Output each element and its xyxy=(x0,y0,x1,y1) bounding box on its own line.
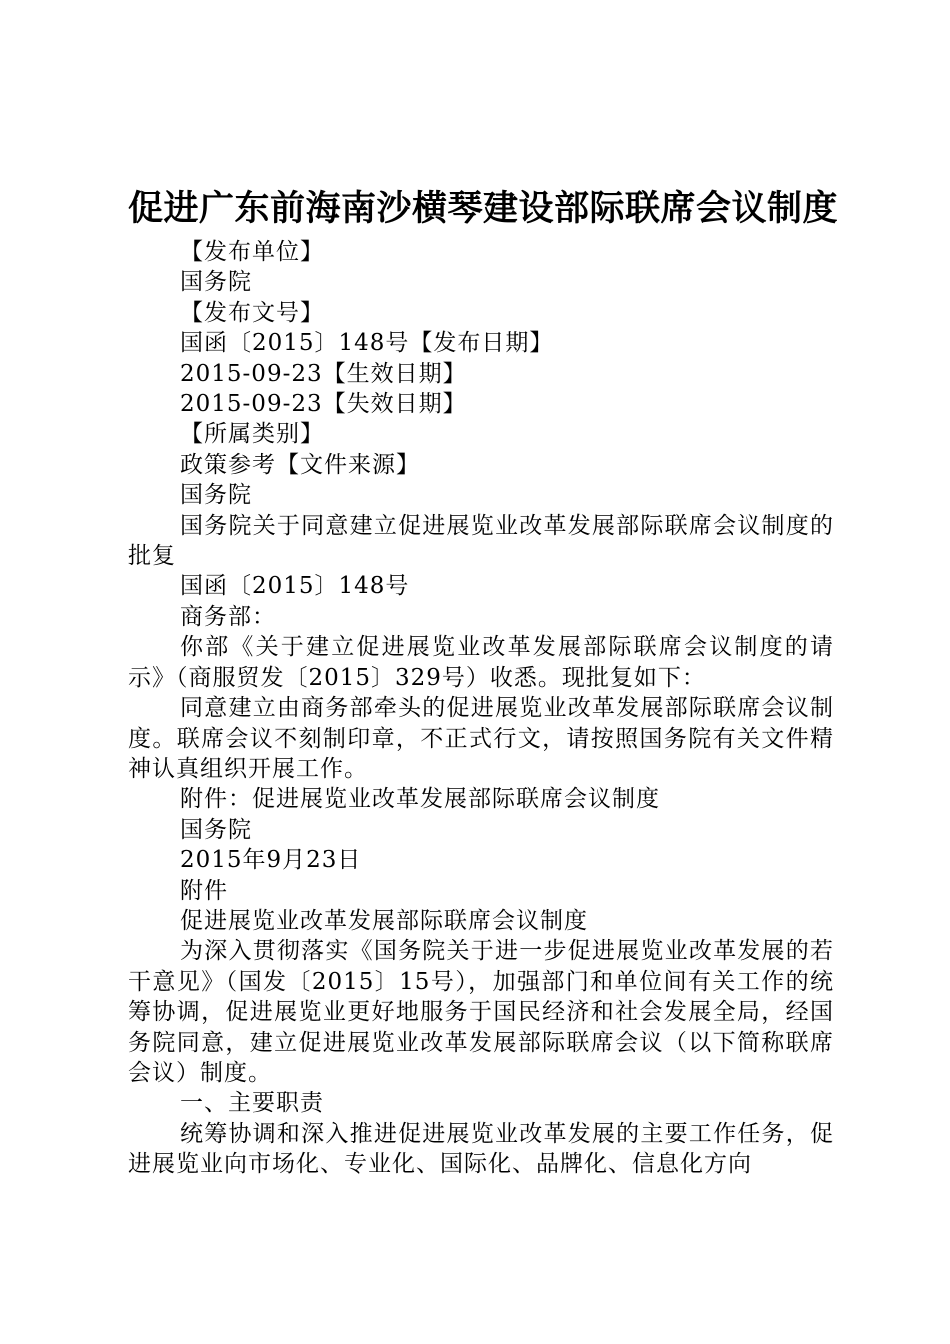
body-paragraph: 你部《关于建立促进展览业改革发展部际联席会议制度的请示》（商服贸发〔2015〕329号）收悉。现批复如下： xyxy=(128,634,834,691)
signature-org: 国务院 xyxy=(180,816,252,843)
category-heading: 【所属类别】 xyxy=(180,421,324,448)
addressee: 商务部： xyxy=(180,603,276,630)
effective-date-value: 2015-09-23【失效日期】 xyxy=(180,391,467,418)
reply-number: 国函〔2015〕148号 xyxy=(180,573,410,600)
doc-number-heading: 【发布文号】 xyxy=(180,299,324,326)
doc-number-value: 国函〔2015〕148号【发布日期】 xyxy=(180,330,554,357)
signature-date: 2015年9月23日 xyxy=(180,847,362,874)
attachment-title: 促进展览业改革发展部际联席会议制度 xyxy=(180,907,588,934)
reply-title: 国务院关于同意建立促进展览业改革发展部际联席会议制度的批复 xyxy=(128,512,834,570)
document-title: 促进广东前海南沙横琴建设部际联席会议制度 xyxy=(128,189,839,229)
section-heading: 一、主要职责 xyxy=(180,1090,324,1117)
attachment-line: 附件：促进展览业改革发展部际联席会议制度 xyxy=(180,786,660,813)
issuer-heading: 【发布单位】 xyxy=(180,239,324,265)
body-paragraph: 统筹协调和深入推进促进展览业改革发展的主要工作任务，促进展览业向市场化、专业化、国际化、品牌化、信息化方向 xyxy=(128,1120,834,1178)
source-value: 国务院 xyxy=(180,482,252,509)
document-body xyxy=(128,237,834,1180)
issuer-value: 国务院 xyxy=(180,269,252,296)
body-paragraph: 同意建立由商务部牵头的促进展览业改革发展部际联席会议制度。联席会议不刻制印章，不正式行文，请按照国务院有关文件精神认真组织开展工作。 xyxy=(128,695,834,782)
category-value: 政策参考【文件来源】 xyxy=(180,451,420,478)
attachment-label: 附件 xyxy=(180,877,228,904)
issue-date-value: 2015-09-23【生效日期】 xyxy=(180,360,467,387)
body-paragraph: 为深入贯彻落实《国务院关于进一步促进展览业改革发展的若干意见》（国发〔2015〕15号），加强部门和单位间有关工作的统筹协调，促进展览业更好地服务于国民经济和社会发展全局，经国务院同意，建立促进展览业改革发展部际联席会议（以下简称联席会议）制度。 xyxy=(128,938,834,1086)
